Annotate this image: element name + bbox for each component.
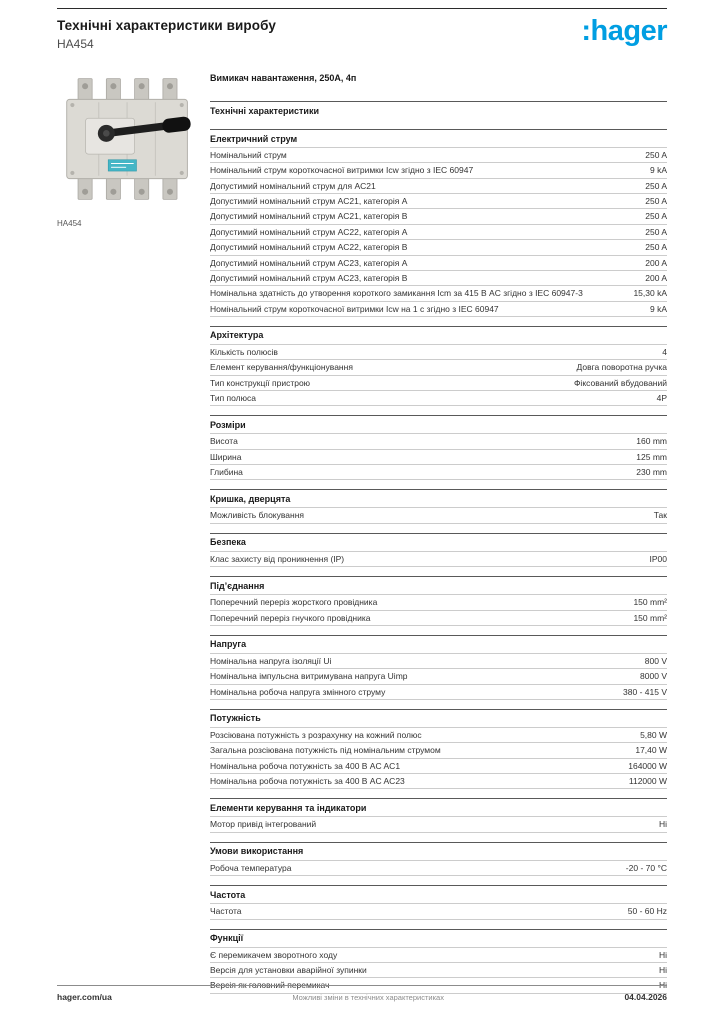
- spec-value: 125 mm: [636, 451, 667, 462]
- spec-value: 150 mm²: [633, 612, 667, 623]
- spec-value: 250 A: [645, 180, 667, 191]
- spec-label: Можливість блокування: [210, 510, 305, 521]
- spec-label: Номінальний струм короткочасної витримки Icw на 1 с згідно з IEC 60947: [210, 303, 499, 314]
- title-block: [57, 18, 276, 51]
- spec-row: [210, 360, 667, 375]
- page-title: Технічні характеристики виробу: [57, 18, 276, 33]
- spec-row: [210, 611, 667, 626]
- content: [57, 73, 667, 994]
- spec-label: Допустимий номінальний струм AC23, категорія B: [210, 272, 408, 283]
- spec-label: Допустимий номінальний струм для AC21: [210, 180, 376, 191]
- hager-logo: :hager: [581, 15, 667, 47]
- spec-value: Ні: [658, 964, 667, 975]
- spec-label: Версія для установки аварійної зупинки: [210, 964, 367, 975]
- spec-label: Мотор привід інтегрований: [210, 819, 317, 830]
- spec-row: [210, 685, 667, 700]
- spec-value: 200 A: [645, 257, 667, 268]
- spec-value: 800 V: [644, 655, 667, 666]
- spec-value: 9 kA: [649, 303, 667, 314]
- spec-value: Ні: [658, 980, 667, 991]
- spec-table: [210, 73, 667, 994]
- spec-label: Поперечний переріз жорсткого провідника: [210, 597, 378, 608]
- spec-row: [210, 743, 667, 758]
- spec-label: Висота: [210, 436, 238, 447]
- spec-label: Номінальна робоча потужність за 400 В AC AC1: [210, 760, 401, 771]
- section-title: Безпека: [210, 533, 667, 552]
- spec-row: [210, 163, 667, 178]
- image-column: [57, 73, 210, 994]
- spec-label: Робоча температура: [210, 862, 292, 873]
- spec-label: Номінальна напруга ізоляції Ui: [210, 655, 332, 666]
- spec-value: 9 kA: [649, 165, 667, 176]
- spec-value: Ні: [658, 819, 667, 830]
- spec-label: Елемент керування/функціонування: [210, 362, 353, 373]
- spec-row: [210, 595, 667, 610]
- spec-row: [210, 376, 667, 391]
- spec-value: 112000 W: [628, 776, 667, 787]
- spec-label: Поперечний переріз гнучкого провідника: [210, 612, 371, 623]
- spec-value: 380 - 415 V: [623, 686, 667, 697]
- spec-row: [210, 179, 667, 194]
- spec-label: Тип полюса: [210, 393, 256, 404]
- spec-row: [210, 465, 667, 480]
- product-code: HA454: [57, 37, 94, 51]
- spec-row: [210, 948, 667, 963]
- spec-value: 5,80 W: [640, 729, 667, 740]
- spec-value: 4: [662, 346, 667, 357]
- section-title: Розміри: [210, 415, 667, 434]
- spec-row: [210, 194, 667, 209]
- product-name: Вимикач навантаження, 250А, 4п: [210, 73, 357, 83]
- spec-row: [210, 209, 667, 224]
- section-title: Електричний струм: [210, 129, 667, 148]
- spec-label: Номінальна здатність до утворення короткого замикання Icm за 415 В AC згідно з IEC 60947-3: [210, 288, 583, 299]
- spec-value: 15,30 kA: [633, 288, 667, 299]
- spec-value: Ні: [658, 949, 667, 960]
- spec-label: Номінальна робоча напруга змінного струму: [210, 686, 386, 697]
- section-title: Потужність: [210, 709, 667, 728]
- spec-label: Кількість полюсів: [210, 346, 278, 357]
- product-image-caption: HA454: [57, 219, 82, 228]
- spec-row: [210, 225, 667, 240]
- section-title: Елементи керування та індикатори: [210, 798, 667, 817]
- section-title: Архітектура: [210, 326, 667, 345]
- spec-value: -20 - 70 °C: [625, 862, 667, 873]
- footer-site: hager.com/ua: [57, 992, 112, 1002]
- section-title: Напруга: [210, 635, 667, 654]
- spec-sections: [210, 129, 667, 994]
- spec-value: Довга поворотна ручка: [576, 362, 667, 373]
- spec-value: 250 A: [645, 242, 667, 253]
- spec-label: Номінальна робоча потужність за 400 В AC AC23: [210, 776, 405, 787]
- section-title: Під’єднання: [210, 576, 667, 595]
- spec-value: 250 A: [645, 196, 667, 207]
- section-title: Кришка, дверцята: [210, 489, 667, 508]
- spec-row: [210, 904, 667, 919]
- spec-value: 250 A: [645, 226, 667, 237]
- spec-value: IP00: [649, 553, 667, 564]
- spec-value: Фіксований вбудований: [573, 377, 667, 388]
- product-image: [57, 73, 199, 205]
- spec-label: Допустимий номінальний струм AC21, категорія A: [210, 196, 408, 207]
- spec-value: Так: [653, 510, 667, 521]
- spec-row: [210, 148, 667, 163]
- spec-row: [210, 508, 667, 523]
- spec-value: 230 mm: [636, 467, 667, 478]
- spec-row: [210, 271, 667, 286]
- spec-row: [210, 256, 667, 271]
- spec-value: 150 mm²: [633, 597, 667, 608]
- spec-row: [210, 759, 667, 774]
- spec-label: Номінальний струм: [210, 150, 287, 160]
- spec-label: Номінальний струм короткочасної витримки Icw згідно з IEC 60947: [210, 165, 474, 176]
- section-title: Частота: [210, 885, 667, 904]
- spec-label: Загальна розсіювана потужність під номінальним струмом: [210, 745, 441, 756]
- spec-value: 4P: [656, 393, 667, 404]
- spec-row: [210, 391, 667, 406]
- spec-label: Ширина: [210, 451, 242, 462]
- spec-label: Тип конструкції пристрою: [210, 377, 311, 388]
- spec-row: [210, 728, 667, 743]
- page-header: [57, 8, 667, 51]
- spec-value: 250 A: [645, 211, 667, 222]
- spec-label: Номінальна імпульсна витримувана напруга Uimp: [210, 671, 408, 682]
- spec-value: 200 A: [645, 272, 667, 283]
- spec-label: Допустимий номінальний струм AC23, категорія A: [210, 257, 408, 268]
- spec-row: [210, 240, 667, 255]
- load-break-switch-photo: [57, 73, 199, 205]
- spec-row: [210, 963, 667, 978]
- spec-row: [210, 345, 667, 360]
- spec-label: Допустимий номінальний струм AC22, категорія B: [210, 242, 408, 253]
- spec-row: [210, 817, 667, 832]
- spec-value: 164000 W: [628, 760, 667, 771]
- spec-value: 8000 V: [640, 671, 667, 682]
- spec-label: Глибина: [210, 467, 243, 478]
- spec-label: Допустимий номінальний струм AC21, категорія B: [210, 211, 408, 222]
- spec-row: [210, 774, 667, 789]
- page-footer: [57, 985, 667, 1002]
- spec-label: Версія як головний перемикач: [210, 980, 330, 991]
- spec-label: Розсіювана потужність з розрахунку на кожний полюс: [210, 729, 422, 740]
- spec-label: Клас захисту від проникнення (IP): [210, 553, 345, 564]
- spec-row: [210, 302, 667, 317]
- spec-label: Є перемикачем зворотного ходу: [210, 949, 338, 960]
- spec-value: 17,40 W: [635, 745, 667, 756]
- spec-row: [210, 552, 667, 567]
- spec-row: [210, 450, 667, 465]
- spec-row: [210, 434, 667, 449]
- tech-specs-heading: Технічні характеристики: [210, 101, 667, 120]
- spec-row: [210, 286, 667, 301]
- spec-row: [210, 861, 667, 876]
- spec-value: 160 mm: [636, 436, 667, 447]
- spec-label: Допустимий номінальний струм AC22, категорія A: [210, 226, 408, 237]
- section-title: Умови використання: [210, 842, 667, 861]
- footer-disclaimer: Можливі зміни в технічних характеристиках: [292, 993, 444, 1002]
- spec-row: [210, 669, 667, 684]
- section-title: Функції: [210, 929, 667, 948]
- spec-row: [210, 654, 667, 669]
- spec-value: 250 A: [645, 150, 667, 160]
- spec-label: Частота: [210, 906, 242, 917]
- footer-date: 04.04.2026: [624, 992, 667, 1002]
- spec-value: 50 - 60 Hz: [627, 906, 667, 917]
